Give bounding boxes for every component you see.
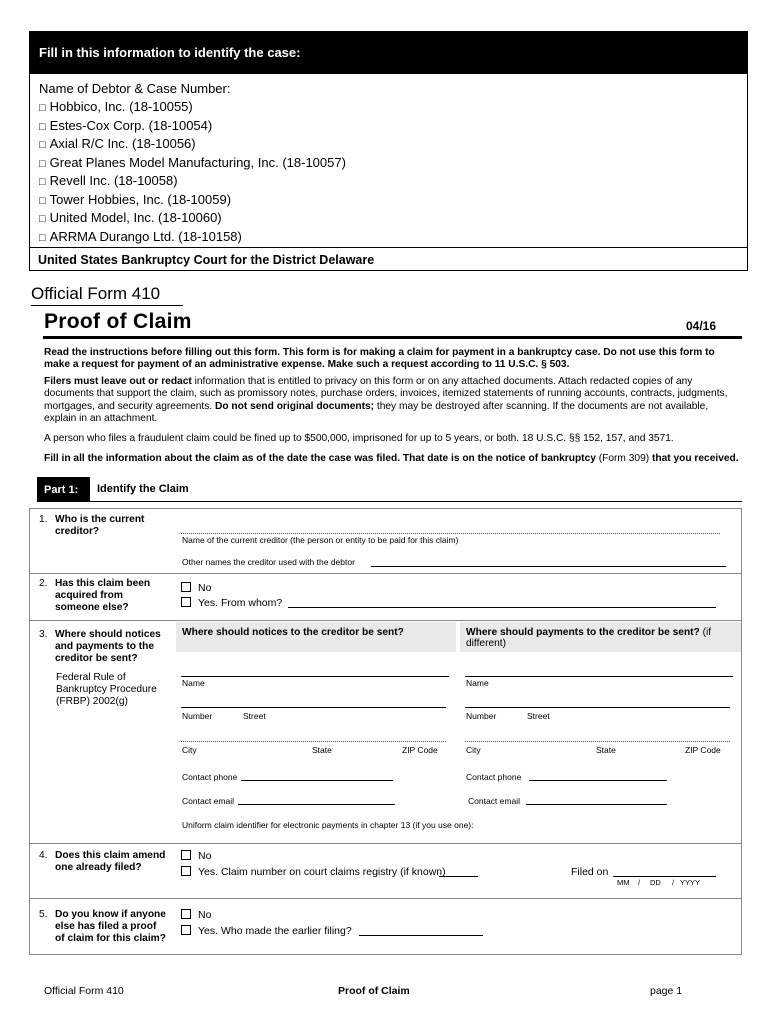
question-4-label: 4. Does this claim amend one already filed? [39,850,166,873]
name-label: Name [466,678,489,688]
city-label: City [466,745,481,755]
notices-name-field[interactable] [181,676,449,677]
number-label: Number [466,711,497,721]
state-label: State [312,745,332,755]
question-3-label: 3. Where should notices and payments to the creditor be sent? [39,629,161,664]
court-name: United States Bankruptcy Court for the District Delaware [30,247,747,271]
redaction-paragraph: Filers must leave out or redact information that is entitled to privacy on this form or on any attached documents. Attach redacted copies of any documents that support the claim, such as promissory notes, purchase orders, invoices, itemized statements of running accounts, contracts, judgments, mortgages, and security agreements. Do not send original documents; they may be destroyed after scanning. If the documents are not available, explain in an attachment. [44,376,728,424]
form-version-date: 04/16 [686,319,717,333]
divider [29,573,742,574]
divider [37,501,742,502]
creditor-name-field[interactable] [181,533,720,534]
checkbox-icon: □ [39,195,46,207]
fill-instructions-paragraph: Fill in all the information about the claim as of the date the case was filed. That date is on the notice of bankruptcy (Form 309) that you received. [44,453,739,464]
notices-phone-field[interactable] [241,780,393,781]
payments-street-field[interactable] [465,707,730,708]
debtor-option[interactable]: □ Hobbico, Inc. (18-10055) [39,99,193,114]
state-label: State [596,745,616,755]
divider [29,843,742,844]
contact-email-label: Contact email [468,796,520,806]
claim-section-box [29,508,742,955]
checkbox-icon: □ [39,232,46,244]
q5-yes-checkbox[interactable]: Yes. Who made the earlier filing? [181,925,352,937]
earlier-filer-field[interactable] [359,935,483,936]
debtor-label: Name of Debtor & Case Number: [39,81,231,96]
payments-name-field[interactable] [465,676,733,677]
q4-no-checkbox[interactable]: No [181,850,211,862]
date-dd-label: DD [650,878,661,887]
debtor-option[interactable]: □ Great Planes Model Manufacturing, Inc. (18-10057) [39,155,346,170]
footer-form-name: Official Form 410 [44,985,124,997]
date-separator: / [638,878,641,887]
date-yyyy-label: YYYY [680,878,701,887]
divider [43,336,742,339]
zip-label: ZIP Code [402,745,438,755]
notices-city-field[interactable] [181,741,446,742]
notices-email-field[interactable] [238,804,395,805]
debtor-option[interactable]: □ ARRMA Durango Ltd. (18-10158) [39,229,242,244]
checkbox-icon [181,909,191,919]
question-2-label: 2. Has this claim been acquired from someone else? [39,578,151,613]
checkbox-icon: □ [39,121,46,133]
question-1-label: 1. Who is the current creditor? [39,514,145,537]
debtor-option[interactable]: □ Revell Inc. (18-10058) [39,173,178,188]
footer-title: Proof of Claim [338,985,410,997]
payments-column-header: Where should payments to the creditor be sent? (if different) [460,622,741,652]
q2-yes-checkbox[interactable]: Yes. From whom? [181,597,282,609]
creditor-name-hint: Name of the current creditor (the person or entity to be paid for this claim) [182,535,459,545]
debtor-option[interactable]: □ Estes-Cox Corp. (18-10054) [39,118,213,133]
instructions-paragraph: Read the instructions before filling out this form. This form is for making a claim for payment in a bankruptcy case. Do not use this form to make a request for payment of an administrative expense. Make such a request according to 11 U.S.C. § 503. [44,347,715,371]
fraud-warning-paragraph: A person who files a fraudulent claim could be fined up to $500,000, imprisoned for up to 5 years, or both. 18 U.S.C. §§ 152, 157, and 3571. [44,433,674,444]
filed-on-date-field[interactable] [613,876,716,877]
street-label: Street [243,711,266,721]
checkbox-icon: □ [39,139,46,151]
city-label: City [182,745,197,755]
checkbox-icon [181,597,191,607]
case-info-header: Fill in this information to identify the case: [30,32,747,74]
divider [29,898,742,899]
debtor-option[interactable]: □ Tower Hobbies, Inc. (18-10059) [39,192,232,207]
part-tab: Part 1: [37,477,90,502]
uci-label: Uniform claim identifier for electronic payments in chapter 13 (if you use one): [182,820,474,830]
form-name: Official Form 410 [31,284,161,303]
date-mm-label: MM [617,878,630,887]
debtor-option[interactable]: □ United Model, Inc. (18-10060) [39,210,222,225]
part-title: Identify the Claim [97,483,189,495]
contact-email-label: Contact email [182,796,234,806]
date-separator: / [672,878,675,887]
payments-email-field[interactable] [526,804,667,805]
checkbox-icon: □ [39,102,46,114]
q2-no-checkbox[interactable]: No [181,582,211,594]
payments-phone-field[interactable] [529,780,667,781]
acquired-from-field[interactable] [288,607,716,608]
checkbox-icon [181,866,191,876]
checkbox-icon: □ [39,158,46,170]
payments-city-field[interactable] [465,741,730,742]
checkbox-icon: □ [39,176,46,188]
frbp-note: Federal Rule of Bankruptcy Procedure (FRBP) 2002(g) [56,672,157,707]
debtor-option[interactable]: □ Axial R/C Inc. (18-10056) [39,136,196,151]
question-5-label: 5. Do you know if anyone else has filed a proof of claim for this claim? [39,909,166,944]
page-number: page 1 [650,985,683,997]
claim-number-field[interactable] [439,876,478,877]
page-title: Proof of Claim [44,310,192,333]
filed-on-label: Filed on [571,866,609,878]
notices-column-header: Where should notices to the creditor be sent? [176,622,456,652]
name-label: Name [182,678,205,688]
case-info-box [29,31,748,271]
other-names-field[interactable] [371,566,726,567]
zip-label: ZIP Code [685,745,721,755]
checkbox-icon [181,925,191,935]
notices-street-field[interactable] [181,707,446,708]
checkbox-icon [181,582,191,592]
other-names-label: Other names the creditor used with the debtor [182,557,355,567]
street-label: Street [527,711,550,721]
number-label: Number [182,711,213,721]
contact-phone-label: Contact phone [182,772,238,782]
q5-no-checkbox[interactable]: No [181,909,211,921]
divider [31,305,183,306]
checkbox-icon: □ [39,213,46,225]
checkbox-icon [181,850,191,860]
divider [29,620,742,621]
q4-yes-checkbox[interactable]: Yes. Claim number on court claims registry (if known) [181,866,446,878]
contact-phone-label: Contact phone [466,772,522,782]
